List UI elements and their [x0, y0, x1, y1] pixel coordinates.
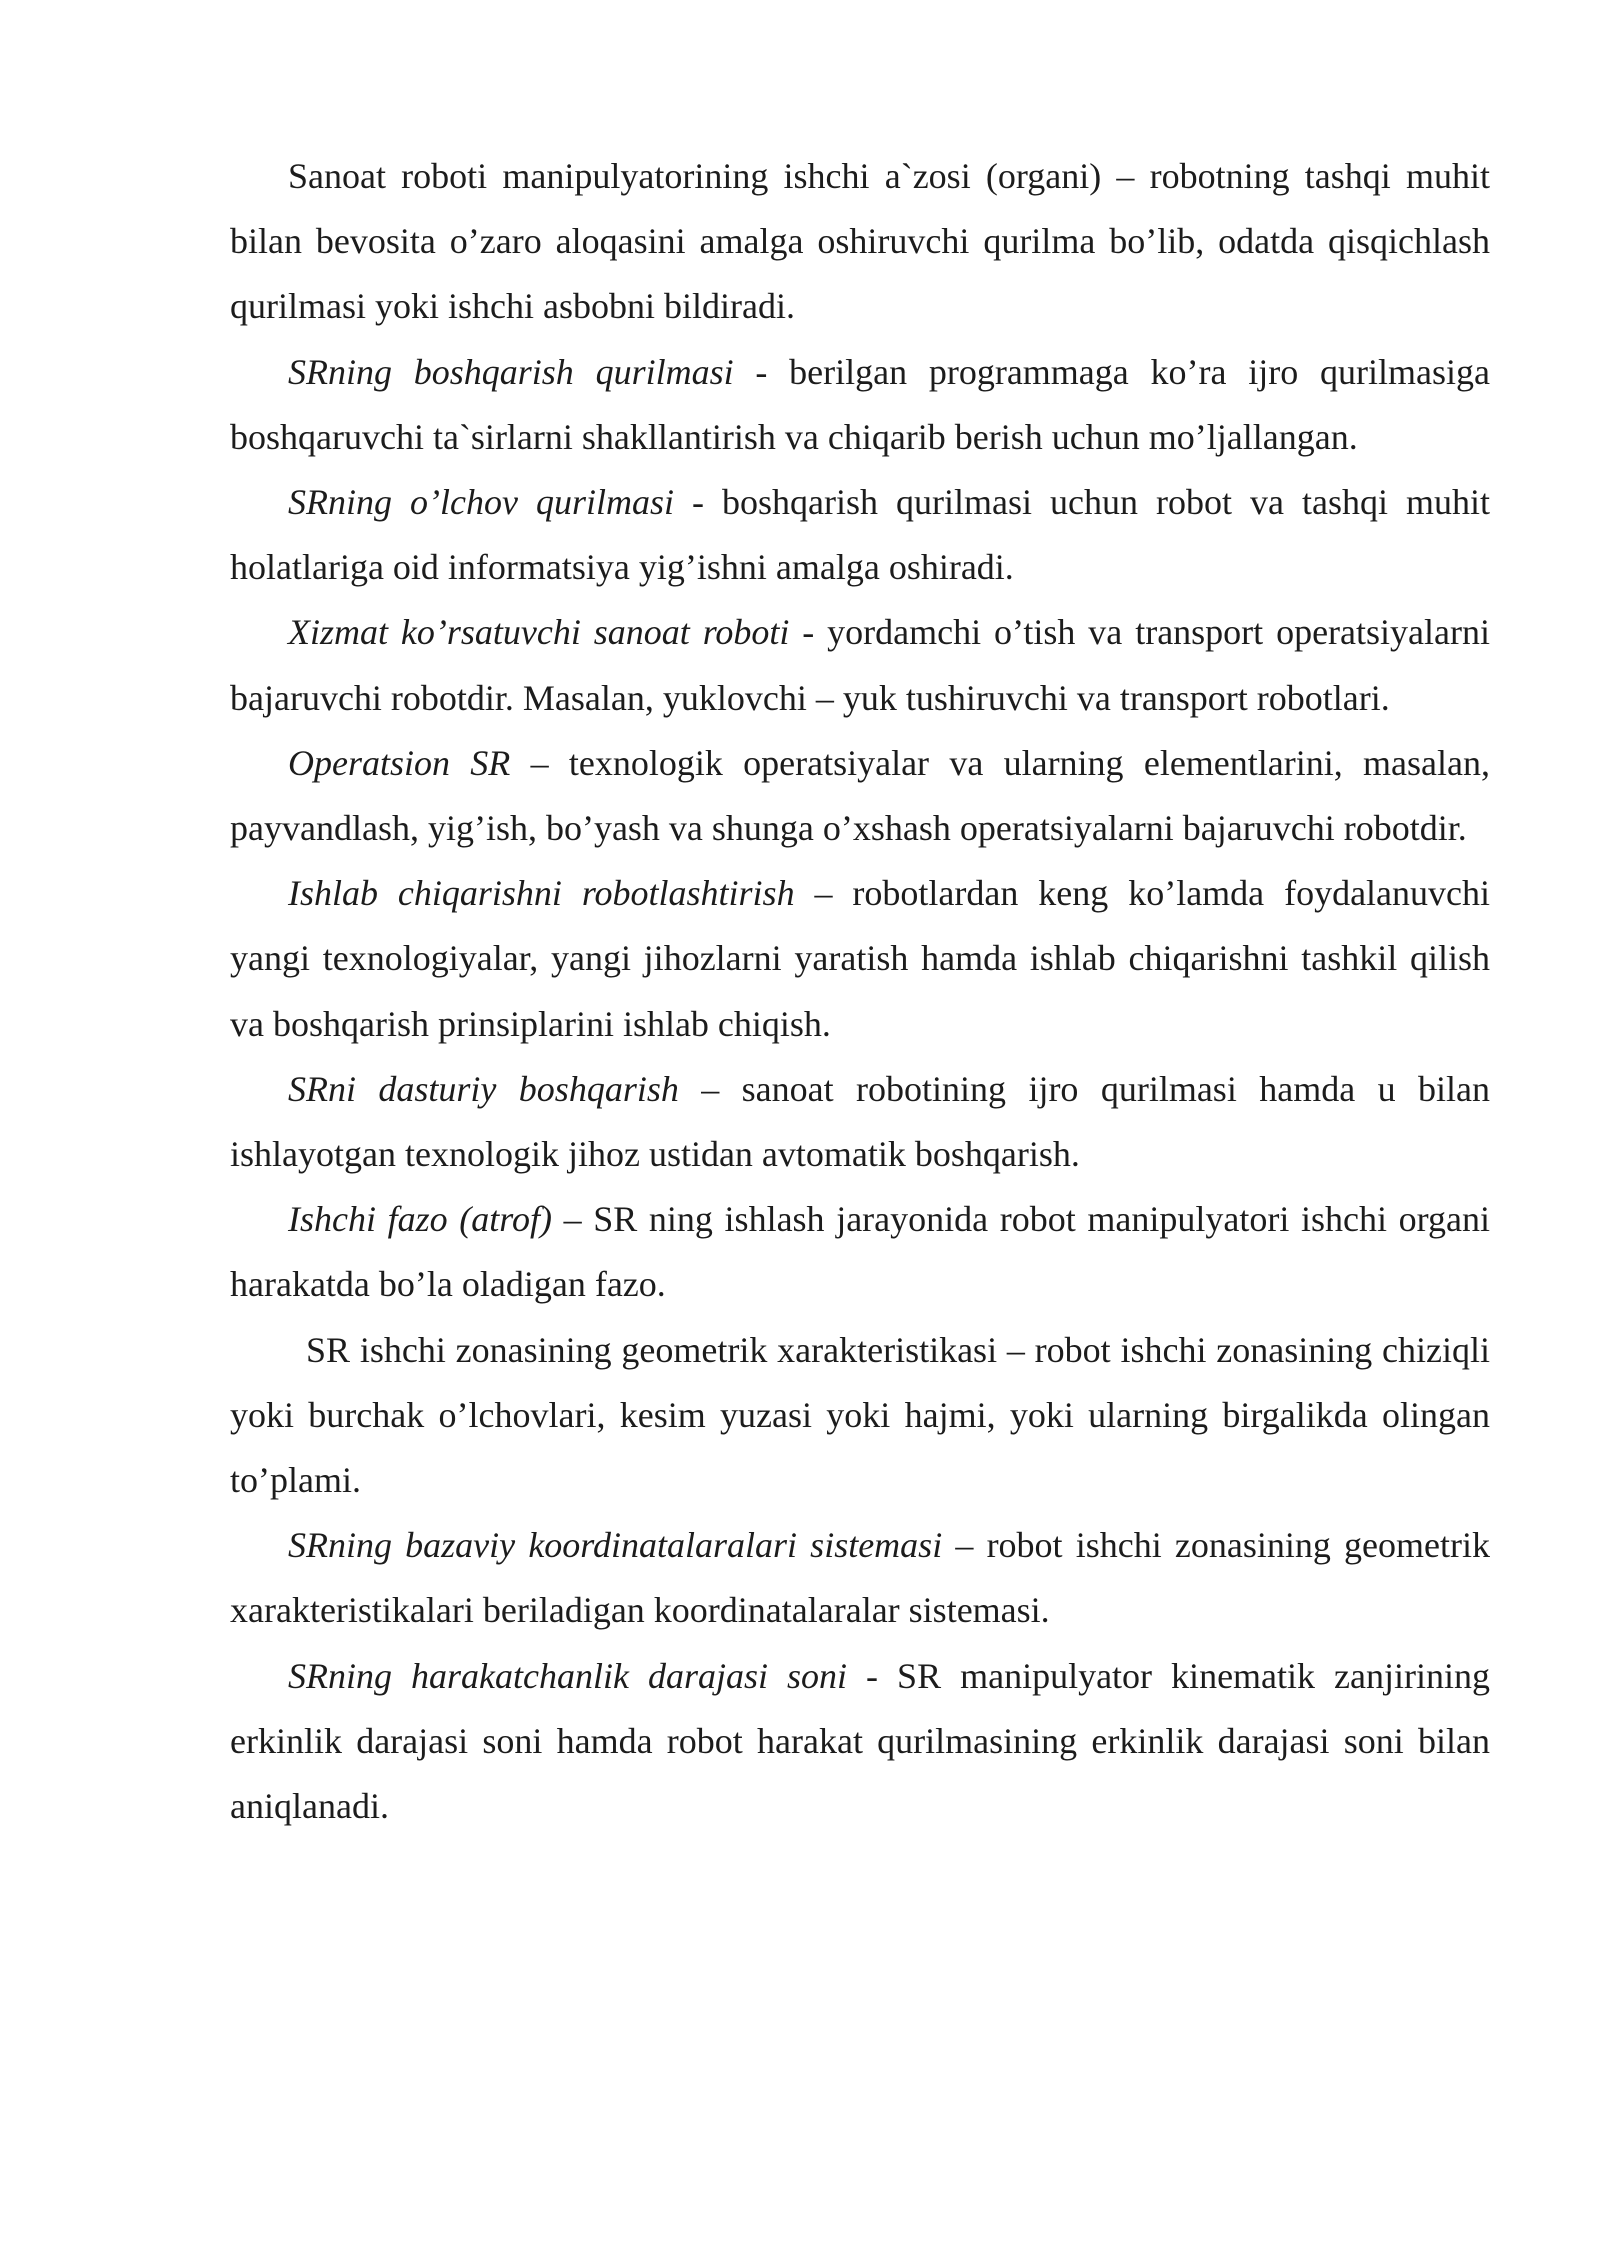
paragraph-term: SRning harakatchanlik darajasi soni	[288, 1655, 848, 1696]
paragraph-working-space	[230, 1187, 1490, 1317]
paragraph-term: SRning o’lchov qurilmasi	[288, 482, 674, 523]
document-body	[230, 144, 1490, 1839]
paragraph-text: – robot ishchi zonasining geometrik xarakteristikalari beriladigan koordinatalaralar sistemasi.	[230, 1525, 1491, 1631]
paragraph-text: – robotlardan keng ko’lamda foydalanuvchi yangi texnologiyalar, yangi jihozlarni yaratish hamda ishlab chiqarishni tashkil qilish va boshqarish prinsiplarini ishlab chiqish.	[230, 873, 1491, 1044]
paragraph-measuring-device	[230, 470, 1490, 600]
paragraph-term: Xizmat ko’rsatuvchi sanoat roboti	[288, 612, 790, 653]
paragraph-manipulator-working-organ	[230, 144, 1490, 340]
paragraph-production-robotization	[230, 861, 1490, 1057]
paragraph-control-device	[230, 340, 1490, 470]
paragraph-text: - yordamchi o’tish va transport operatsiyalarni bajaruvchi robotdir. Masalan, yuklovchi – yuk tushiruvchi va transport robotlari.	[230, 612, 1490, 718]
paragraph-term: SRni dasturiy boshqarish	[288, 1068, 679, 1109]
paragraph-text: - boshqarish qurilmasi uchun robot va tashqi muhit holatlariga oid informatsiya yig’ishni amalga oshiradi.	[230, 482, 1491, 588]
paragraph-term: SRning bazaviy koordinatalaralari sistemasi	[288, 1525, 943, 1566]
paragraph-work-zone-geometry	[230, 1318, 1490, 1514]
paragraph-degrees-of-freedom	[230, 1644, 1490, 1840]
paragraph-text: – SR ning ishlash jarayonida robot manipulyatori ishchi organi harakatda bo’la oladigan fazo.	[230, 1199, 1490, 1305]
paragraph-text: Sanoat roboti manipulyatorining ishchi a`zosi (organi) – robotning tashqi muhit bilan bevosita o’zaro aloqasini amalga oshiruvchi qurilma bo’lib, odatda qisqichlash qurilmasi yoki ishchi asbobni bildiradi.	[230, 156, 1490, 327]
paragraph-operational-robot	[230, 731, 1490, 861]
paragraph-base-coordinate-system	[230, 1513, 1490, 1643]
paragraph-text: SR ishchi zonasining geometrik xarakteristikasi – robot ishchi zonasining chiziqli yoki burchak o’lchovlari, kesim yuzasi yoki hajmi, yoki ularning birgalikda olingan to’plami.	[230, 1329, 1490, 1501]
paragraph-term: SRning boshqarish qurilmasi	[288, 351, 734, 392]
paragraph-text: - SR manipulyator kinematik zanjirining erkinlik darajasi soni hamda robot harakat qurilmasining erkinlik darajasi soni bilan aniqlanadi.	[230, 1655, 1490, 1827]
paragraph-term: Operatsion SR	[288, 742, 511, 783]
paragraph-program-control	[230, 1057, 1490, 1187]
paragraph-text: – texnologik operatsiyalar va ularning elementlarini, masalan, payvandlash, yig’ish, bo’yash va shunga o’xshash operatsiyalarni bajaruvchi robotdir.	[230, 742, 1490, 849]
paragraph-term: Ishlab chiqarishni robotlashtirish	[288, 873, 795, 914]
paragraph-text: – sanoat robotining ijro qurilmasi hamda u bilan ishlayotgan texnologik jihoz ustidan avtomatik boshqarish.	[230, 1068, 1490, 1175]
paragraph-term: Ishchi fazo (atrof)	[288, 1199, 552, 1240]
paragraph-service-robot	[230, 600, 1490, 730]
paragraph-text: - berilgan programmaga ko’ra ijro qurilmasiga boshqaruvchi ta`sirlarni shakllantirish va chiqarib berish uchun mo’ljallangan.	[230, 351, 1490, 457]
